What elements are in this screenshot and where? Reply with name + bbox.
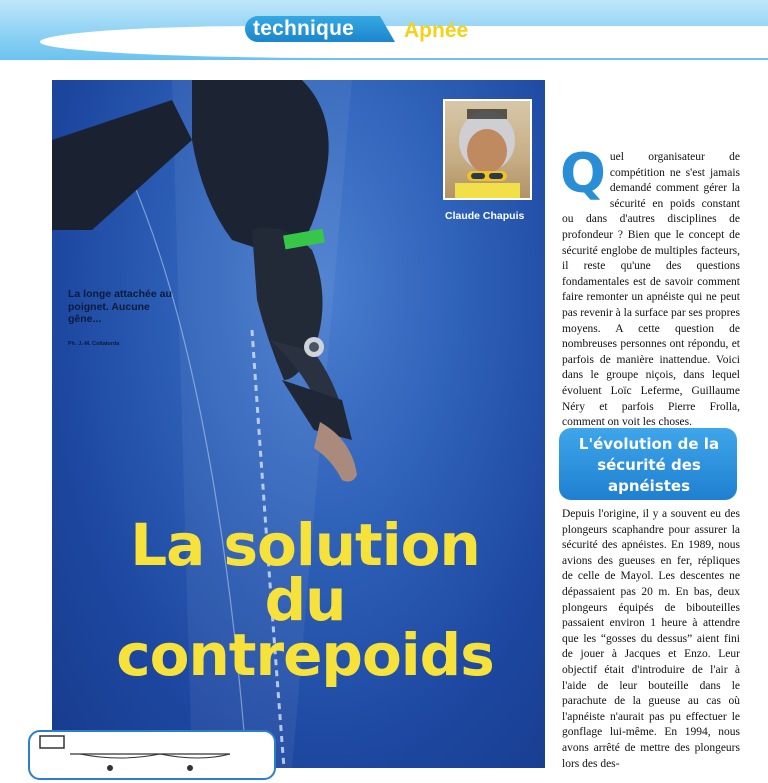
intro-paragraph: uel organisateur de compétition ne s'est jamais demandé comment gérer la sécurité en poids constant ou dans d'autres disciplines de profondeur ? Bien que le concept de sécurité englobe de multiples facteurs, il reste qu'une des questions fondamentales est de savoir comment faire remonter un apnéiste qui ne peut pas revenir à la surface par ses propres moyens. A cette question de nombreuses personnes ont répondu, et parfois de manière inattendue. Voici dans le groupe niçois, dans lequel évoluent Loïc Leferme, Guillaume Néry et parfois Pierre Frolla, comment on voit les choses. xyxy=(562,151,740,429)
photo-caption: La longe attachée au poignet. Aucune gêne... xyxy=(68,288,172,325)
author-portrait-photo xyxy=(443,99,532,200)
section-label: technique xyxy=(253,17,354,40)
article-intro xyxy=(560,142,740,431)
title-line-2: du xyxy=(264,566,346,634)
title-line-1: La solution xyxy=(130,511,480,579)
article-body xyxy=(562,507,740,772)
article-title xyxy=(70,511,540,689)
subheading: L'évolution de la sécurité des apnéistes xyxy=(578,435,720,495)
diagram-box xyxy=(28,730,276,780)
photo-credit: Ph. J.-M. Coltalorda xyxy=(68,341,120,347)
drop-cap: Q xyxy=(560,142,606,205)
category-label: Apnée xyxy=(404,19,469,42)
page-header xyxy=(0,0,768,62)
subheading-box xyxy=(559,428,737,500)
author-name: Claude Chapuis xyxy=(445,210,525,222)
title-line-3: contrepoids xyxy=(116,621,494,689)
body-paragraph: Depuis l'origine, il y a souvent eu des plongeurs scaphandre pour assurer la sécurité des apnéistes. En 1989, nous avions des gueuses en fer, répliques de celle de Mayol. Les descentes ne dépassaient pas 20 m. En bas, deux plongeurs équipés de bibouteilles passaient environ 1 heure à attendre que les “gosses du dessus” aient fini de jouer à Jacques et Enzo. Leur objectif était d'introduire de l'air à l'aide de leur bouteille dans le parachute de la gueuse au cas où l'apnéiste n'aurait pas pu effectuer le gonflage lui-même. En 1994, nous avons arrêté de mettre des plongeurs lors des des- xyxy=(562,508,740,770)
